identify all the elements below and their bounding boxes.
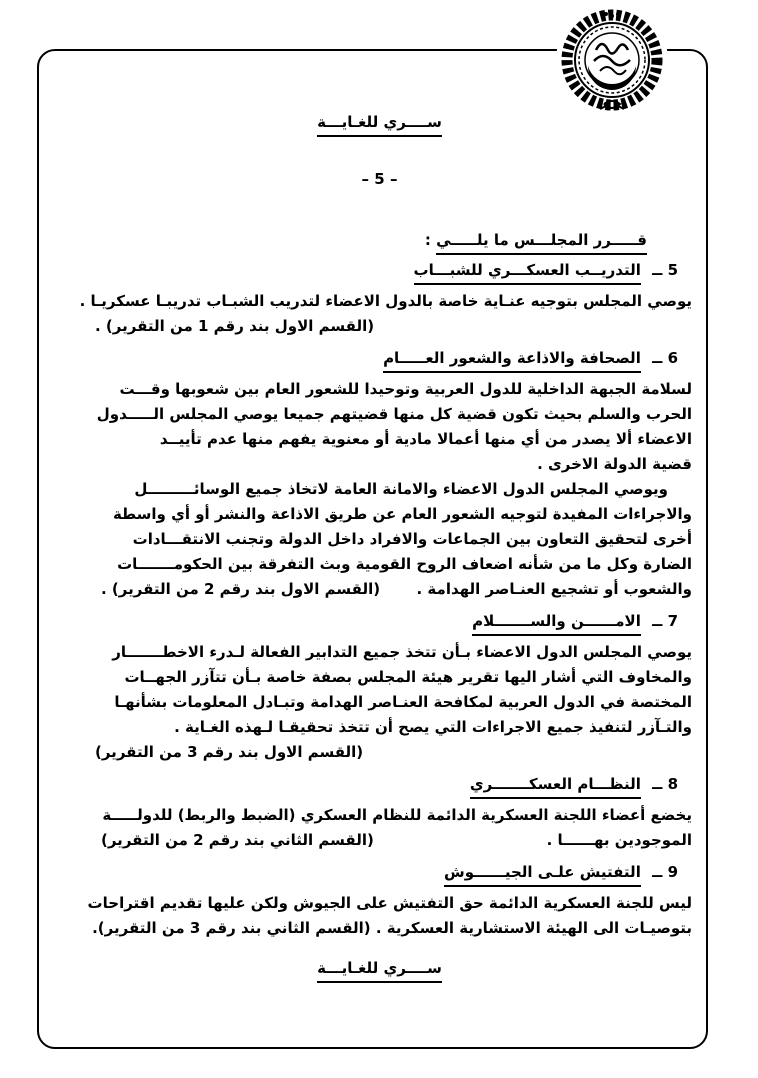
classification-top-label: ســــري للغـايـــة: [317, 113, 442, 137]
section-8-military-system: [67, 773, 692, 853]
text-line: يخضع أعضاء اللجنة العسكرية الدائمة للنظام العسكري (الضبط والربط) للدولـــــة: [102, 806, 692, 824]
text-line: والشعوب أو تشجيع العنـاصر الهدامة . (القسم الاول بند رقم 2 من التقرير) .: [101, 580, 692, 598]
section-number: 9 ــ: [652, 863, 678, 881]
section-7-security-and-peace: [67, 610, 692, 765]
text-line: ويوصي المجلس الدول الاعضاء والامانة العامة لاتخاذ جميع الوسائـــــــــل: [134, 480, 668, 498]
section-title: الصحافة والاذاعة والشعور العـــــام: [383, 349, 641, 373]
text-line: يوصي المجلس بتوجيه عنـاية خاصة بالدول الاعضاء لتدريب الشبـاب تدريبـا عسكريـا .: [79, 292, 692, 310]
text-line: المختصة في الدول العربية لمكافحة العنـاصر الهدامة وتبـادل المعلومات بشأنهـا: [114, 693, 692, 711]
arab-league-emblem-icon: [556, 4, 668, 116]
section-heading: [67, 773, 692, 795]
text-line: الضارة وكل ما من شأنه اضعاف الروح القومية وبث التفرقة بين الحكومـــــــات: [117, 555, 692, 573]
text-line: (القسم الاول بند رقم 3 من التقرير): [95, 743, 364, 761]
section-title: الامــــــن والســـــــلام: [472, 612, 641, 636]
section-body: [67, 891, 692, 941]
text-line: يوصي المجلس الدول الاعضاء بـأن تتخذ جميع التدابير الفعالة لـدرء الاخطـــــــار: [112, 643, 692, 661]
section-number: 7 ــ: [652, 612, 678, 630]
text-line: ليس للجنة العسكرية الدائمة حق التفتيش على الجيوش ولكن عليها تقديم اقتراحات: [87, 894, 692, 912]
text-line: لسلامة الجبهة الداخلية للدول العربية وتوحيدا للشعور العام بين شعوبها وقـــت: [119, 380, 692, 398]
section-body: [67, 803, 692, 853]
section-heading: [67, 861, 692, 883]
section-heading: [67, 610, 692, 632]
section-body: [67, 640, 692, 765]
section-number: 5 ــ: [652, 261, 678, 279]
text-line: (القسم الاول بند رقم 1 من التقرير) .: [95, 317, 375, 335]
decision-heading-text: قـــــرر المجلـــس ما يلـــــي: [436, 231, 647, 255]
section-title: التفتيش علـى الجيــــــوش: [444, 863, 641, 887]
text-line: والتـآزر لتنفيذ جميع الاجراءات التي يصح أن تتخذ تحقيقـا لـهذه الغـاية .: [174, 718, 692, 736]
section-5-military-training: [67, 259, 692, 339]
section-heading: [67, 347, 692, 369]
section-number: 6 ــ: [652, 349, 678, 367]
text-line: الاعضاء ألا يصدر من أي منها أعمالا مادية أو معنوية يفهم منها عدم تأييــد: [159, 430, 692, 448]
page-number: – 5 –: [361, 170, 398, 188]
section-title: التدريــب العسكـــري للشبـــاب: [414, 261, 641, 285]
section-body: [67, 377, 692, 602]
classification-bottom: [67, 957, 692, 979]
section-9-army-inspection: [67, 861, 692, 941]
section-number: 8 ــ: [652, 775, 678, 793]
text-line: أخرى لتحقيق التعاون بين الجماعات والافراد داخل الدولة وتجنب الانتقـــادات: [132, 530, 692, 548]
text-line: بتوصيـات الى الهيئة الاستشارية العسكرية . (القسم الثاني بند رقم 3 من التقرير).: [92, 919, 692, 937]
text-line: الحرب والسلم بحيث تكون قضية كل منها قضيتهم جميعا يوصي المجلس الـــــدول: [96, 405, 692, 423]
classification-bottom-label: ســــري للغـايـــة: [317, 959, 442, 983]
text-line: قضية الدولة الاخرى .: [537, 455, 692, 473]
section-6-press-radio-sentiment: [67, 347, 692, 602]
text-line: الموجودين بهــــــا . (القسم الثاني بند رقم 2 من التقرير): [101, 831, 692, 849]
section-heading: [67, 259, 692, 281]
document-content: [37, 49, 708, 1049]
decision-heading: [67, 229, 692, 251]
text-line: والمخاوف التي أشار اليها تقرير هيئة المجلس بصفة خاصة بـأن تتآزر الجهــات: [124, 668, 692, 686]
section-title: النظـــام العسكـــــــري: [470, 775, 641, 799]
text-line: والاجراءات المفيدة لتوجيه الشعور العام عن طريق الاذاعة والنشر أو أي واسطة: [112, 505, 692, 523]
section-body: [67, 289, 692, 339]
decision-heading-colon: :: [424, 231, 437, 249]
